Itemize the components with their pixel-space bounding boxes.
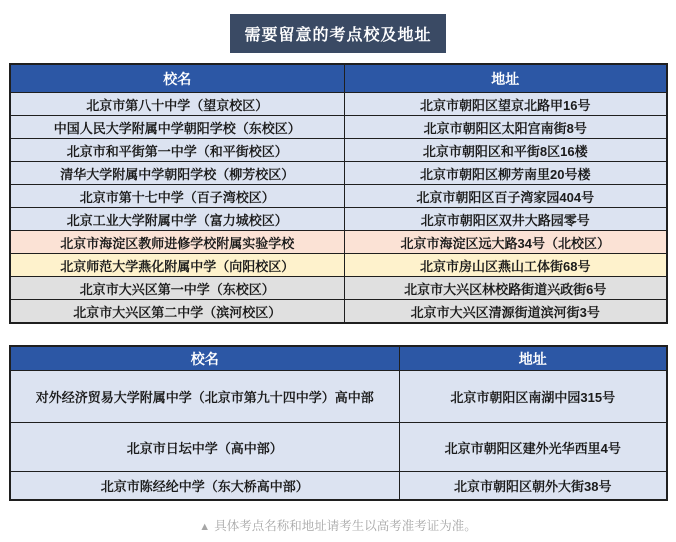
column-header-address: 地址 bbox=[345, 64, 667, 93]
school-address: 北京市朝阳区柳芳南里20号楼 bbox=[345, 162, 667, 185]
school-address: 北京市朝阳区南湖中园315号 bbox=[400, 371, 667, 423]
school-name: 北京市陈经纶中学（东大桥高中部） bbox=[10, 472, 400, 501]
school-name: 北京市第十七中学（百子湾校区） bbox=[10, 185, 345, 208]
footnote-text: 具体考点名称和地址请考生以高考准考证为准。 bbox=[214, 519, 477, 533]
school-name: 北京市和平街第一中学（和平街校区） bbox=[10, 139, 345, 162]
table-row bbox=[10, 208, 667, 231]
school-address: 北京市朝阳区望京北路甲16号 bbox=[345, 93, 667, 116]
table-row bbox=[10, 371, 667, 423]
school-address: 北京市朝阳区建外光华西里4号 bbox=[400, 423, 667, 472]
exam-sites-table-2 bbox=[9, 345, 668, 501]
table-header-row bbox=[10, 346, 667, 371]
school-address: 北京市朝阳区双井大路园零号 bbox=[345, 208, 667, 231]
school-address: 北京市朝阳区和平街8区16楼 bbox=[345, 139, 667, 162]
school-address: 北京市大兴区林校路街道兴政街6号 bbox=[345, 277, 667, 300]
table-row-highlight-peach bbox=[10, 231, 667, 254]
school-address: 北京市朝阳区朝外大街38号 bbox=[400, 472, 667, 501]
table-row bbox=[10, 277, 667, 300]
table-row bbox=[10, 472, 667, 501]
school-address: 北京市朝阳区太阳宫南街8号 bbox=[345, 116, 667, 139]
column-header-school: 校名 bbox=[10, 346, 400, 371]
page bbox=[0, 14, 676, 542]
table-row bbox=[10, 162, 667, 185]
school-name: 北京工业大学附属中学（富力城校区） bbox=[10, 208, 345, 231]
table-row bbox=[10, 139, 667, 162]
school-address: 北京市朝阳区百子湾家园404号 bbox=[345, 185, 667, 208]
column-header-address: 地址 bbox=[400, 346, 667, 371]
school-name: 对外经济贸易大学附属中学（北京市第九十四中学）高中部 bbox=[10, 371, 400, 423]
table-row bbox=[10, 423, 667, 472]
column-header-school: 校名 bbox=[10, 64, 345, 93]
school-address: 北京市海淀区远大路34号（北校区） bbox=[345, 231, 667, 254]
table-row bbox=[10, 116, 667, 139]
school-name: 中国人民大学附属中学朝阳学校（东校区） bbox=[10, 116, 345, 139]
school-name: 北京市日坛中学（高中部） bbox=[10, 423, 400, 472]
school-name: 北京师范大学燕化附属中学（向阳校区） bbox=[10, 254, 345, 277]
page-title: 需要留意的考点校及地址 bbox=[230, 14, 445, 53]
table-row bbox=[10, 93, 667, 116]
triangle-icon: ▲ bbox=[199, 521, 211, 533]
school-address: 北京市房山区燕山工体街68号 bbox=[345, 254, 667, 277]
exam-sites-table-1 bbox=[9, 63, 668, 324]
school-name: 北京市大兴区第二中学（滨河校区） bbox=[10, 300, 345, 324]
table-row-highlight-yellow bbox=[10, 254, 667, 277]
table-row bbox=[10, 300, 667, 324]
school-name: 清华大学附属中学朝阳学校（柳芳校区） bbox=[10, 162, 345, 185]
footnote bbox=[0, 516, 676, 534]
school-name: 北京市第八十中学（望京校区） bbox=[10, 93, 345, 116]
school-name: 北京市海淀区教师进修学校附属实验学校 bbox=[10, 231, 345, 254]
table-row bbox=[10, 185, 667, 208]
school-address: 北京市大兴区清源街道滨河街3号 bbox=[345, 300, 667, 324]
school-name: 北京市大兴区第一中学（东校区） bbox=[10, 277, 345, 300]
table-header-row bbox=[10, 64, 667, 93]
